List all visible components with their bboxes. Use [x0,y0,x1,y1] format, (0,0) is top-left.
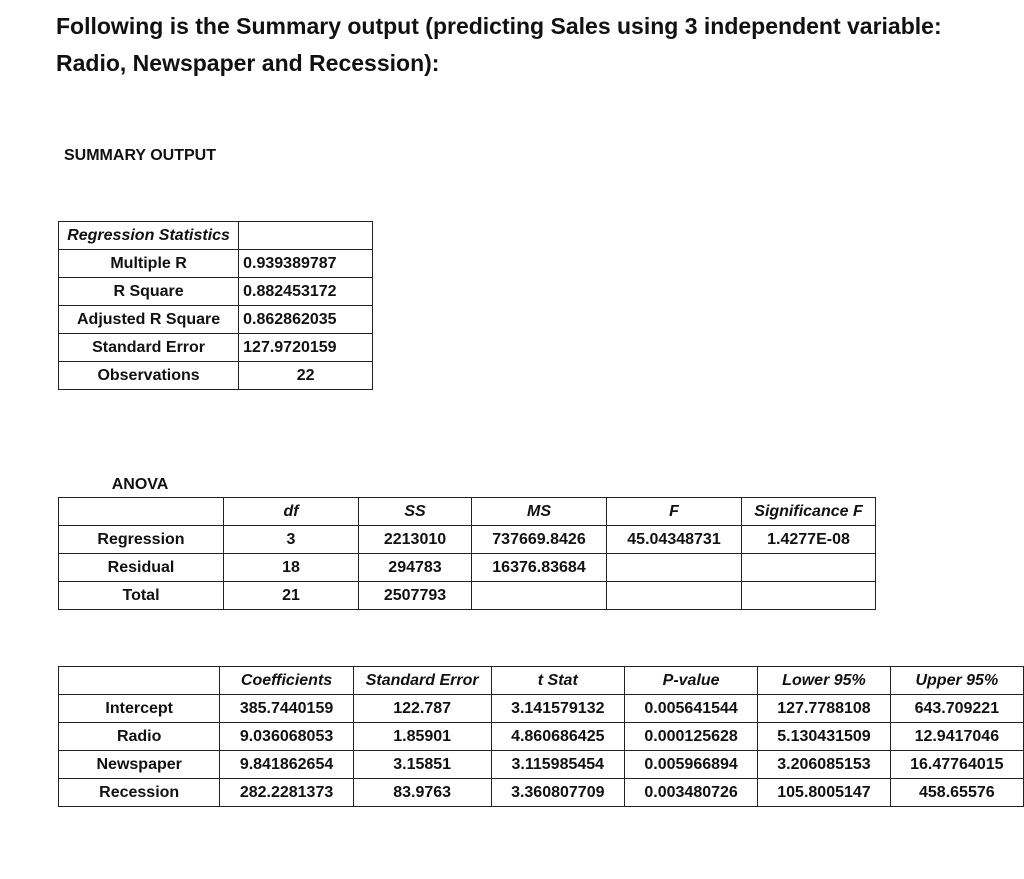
table-cell: 3.15851 [353,751,491,779]
table-cell: 2213010 [359,526,472,554]
table-cell: Regression [59,526,224,554]
anova-label: ANOVA [111,476,169,493]
table-cell: 0.005966894 [624,751,757,779]
table-cell: 3.206085153 [758,751,890,779]
table-row [59,582,876,610]
table-cell: 3.141579132 [491,695,624,723]
page-heading: Following is the Summary output (predicting Sales using 3 independent variable: Radio, Newspaper and Recession): [56,13,942,76]
table-cell: 105.8005147 [758,779,890,807]
table-cell [607,554,742,582]
stat-label: R Square [59,278,239,306]
table-cell: 282.2281373 [220,779,353,807]
table-cell: 0.000125628 [624,723,757,751]
table-cell: 294783 [359,554,472,582]
table-cell: 3.360807709 [491,779,624,807]
regression-statistics-table [58,221,373,390]
stat-value: 0.939389787 [239,250,373,278]
stat-label: Multiple R [59,250,239,278]
table-row [59,250,373,278]
table-header-cell: df [224,498,359,526]
stat-value: 127.9720159 [239,334,373,362]
table-row [59,278,373,306]
table-cell [472,582,607,610]
stat-value: 22 [239,362,373,390]
table-cell: 0.005641544 [624,695,757,723]
stat-label: Standard Error [59,334,239,362]
table-cell: 9.841862654 [220,751,353,779]
coefficients-table [58,666,1024,807]
table-row [59,779,1024,807]
table-row [59,306,373,334]
table-cell: 1.4277E-08 [742,526,876,554]
table-cell: 3.115985454 [491,751,624,779]
table-row [59,334,373,362]
table-header-cell [59,667,220,695]
stat-value: 0.882453172 [239,278,373,306]
table-cell [742,554,876,582]
table-cell: 385.7440159 [220,695,353,723]
table-cell: 127.7788108 [758,695,890,723]
table-header-cell: P-value [624,667,757,695]
table-header-cell: F [607,498,742,526]
table-row [59,751,1024,779]
table-cell: 83.9763 [353,779,491,807]
table-row [59,695,1024,723]
table-header-cell: Upper 95% [890,667,1023,695]
table-cell: 18 [224,554,359,582]
table-cell: Recession [59,779,220,807]
table-header-cell: Coefficients [220,667,353,695]
stat-label: Observations [59,362,239,390]
table-cell: 3 [224,526,359,554]
table-cell [742,582,876,610]
table-cell: 16.47764015 [890,751,1023,779]
table-cell: 643.709221 [890,695,1023,723]
table-cell: 12.9417046 [890,723,1023,751]
table-cell: 1.85901 [353,723,491,751]
table-cell: 21 [224,582,359,610]
table-cell: Intercept [59,695,220,723]
table-row [59,667,1024,695]
anova-table [58,497,876,610]
table-header-cell: MS [472,498,607,526]
table-row [59,526,876,554]
table-cell: Newspaper [59,751,220,779]
table-cell [607,582,742,610]
table-row [59,554,876,582]
table-header-cell: Lower 95% [758,667,890,695]
stat-label: Adjusted R Square [59,306,239,334]
table-row [59,362,373,390]
stat-value: 0.862862035 [239,306,373,334]
summary-output-label: SUMMARY OUTPUT [64,147,216,164]
table-cell: 0.003480726 [624,779,757,807]
table-cell: 2507793 [359,582,472,610]
table-cell: 5.130431509 [758,723,890,751]
table-cell: 45.04348731 [607,526,742,554]
table-cell [239,222,373,250]
table-header-cell: Significance F [742,498,876,526]
table-header-cell: SS [359,498,472,526]
table-header-cell [59,498,224,526]
table-cell: 9.036068053 [220,723,353,751]
table-header-cell: t Stat [491,667,624,695]
table-cell: Radio [59,723,220,751]
table-cell: 16376.83684 [472,554,607,582]
regression-statistics-header: Regression Statistics [59,222,239,250]
table-row [59,222,373,250]
table-cell: 122.787 [353,695,491,723]
table-cell: 4.860686425 [491,723,624,751]
table-cell: Total [59,582,224,610]
table-header-cell: Standard Error [353,667,491,695]
table-cell: 458.65576 [890,779,1023,807]
table-row [59,498,876,526]
table-cell: Residual [59,554,224,582]
table-row [59,723,1024,751]
table-cell: 737669.8426 [472,526,607,554]
